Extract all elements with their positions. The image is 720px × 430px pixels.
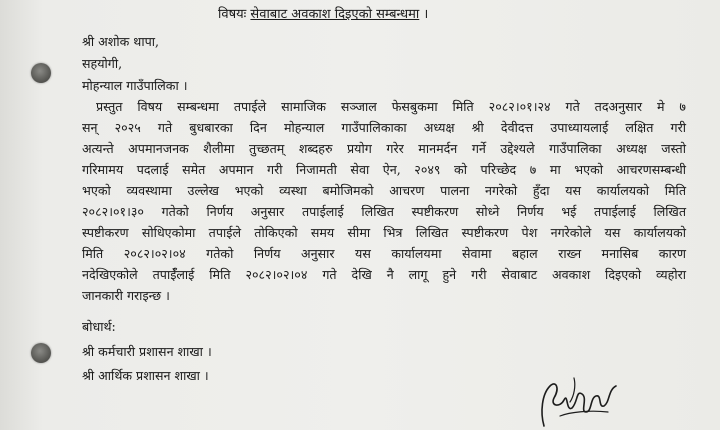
body-line: भएको व्यवस्थामा उल्लेख भएको व्यस्था बमोजिमको आचरण पालना नगरेको हुँदा यस कार्यालयको मिति	[82, 183, 686, 198]
punch-hole-bottom	[31, 343, 51, 363]
subject-line	[218, 4, 428, 22]
signature	[530, 372, 620, 430]
body-last-line: जानकारी गराइन्छ ।	[82, 288, 170, 303]
body-line: नदेखिएकोले तपाईँलाई मिति २०८२।०२।०४ गते देखि नै लागू हुने गरी सेवाबाट अवकाश दिइएको व्यहोरा	[82, 267, 686, 282]
body-line: अत्यन्ते अपमानजनक शैलीमा तुच्छतम् शब्दहरु प्रयोग गरेर मानमर्दन गर्ने उद्देश्यले गाउँपालिका अध्यक्ष जस्तो	[82, 141, 686, 156]
addressee-role: सहयोगी,	[82, 56, 123, 71]
body-line: प्रस्तुत विषय सम्बन्धमा तपाईले सामाजिक सञ्जाल फेसबुकमा मिति २०८२।०१।२४ गते तदअनुसार मे ७	[96, 99, 686, 114]
cc-item: श्री आर्थिक प्रशासन शाखा ।	[82, 368, 209, 383]
body-line: सन् २०२५ गते बुधबारका दिन मोहन्याल गाउँपालिकाका अध्यक्ष श्री देवीदत्त उपाध्यायलाई लक्षित गरी	[82, 120, 686, 135]
punch-hole-top	[31, 63, 51, 83]
body-line: मिति २०८२।०२।०४ गतेको निर्णय अनुसार यस कार्यालयमा सेवामा बहाल राख्न मनासिब कारण	[82, 246, 686, 261]
body-line: २०८२।०१।३० गतेको निर्णय अनुसार तपाईलाई लिखित स्पष्टीकरण सोध्ने निर्णय भई तपाईलाई लिखित	[82, 204, 686, 219]
subject-label: विषयः	[218, 7, 247, 22]
body-line: स्पष्टीकरण सोधिएकोमा तपाईले तोकिएको समय सीमा भित्र लिखित स्पष्टीकरण पेश नगरेकोले यस कार्यालयको	[82, 225, 686, 240]
subject-text: सेवाबाट अवकाश दिइएको सम्बन्धमा	[250, 7, 420, 22]
cc-item: श्री कर्मचारी प्रशासन शाखा ।	[82, 344, 212, 359]
addressee-office: मोहन्याल गाउँपालिका ।	[82, 78, 188, 93]
cc-heading: बोधार्थ:	[82, 319, 116, 334]
body-line: गरिमामय पदलाई समेत अपमान गरी निजामती सेवा ऐन, २०४९ को परिच्छेद ७ मा भएको आचरणसम्बन्धी	[82, 162, 686, 177]
addressee-name: श्री अशोक थापा,	[82, 34, 160, 49]
subject-end: ।	[423, 7, 429, 22]
